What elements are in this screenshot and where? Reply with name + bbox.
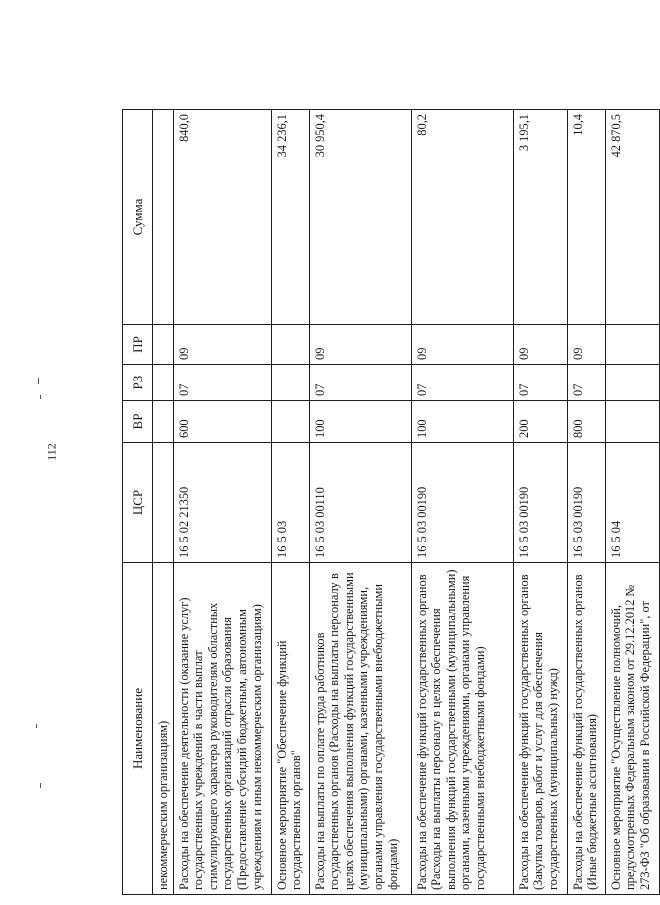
cell-pr: 09 xyxy=(567,325,605,365)
cell-sum: 840,0 xyxy=(173,110,271,325)
cell-rz xyxy=(153,365,174,401)
cell-rz: 07 xyxy=(411,365,513,401)
cell-name: Расходы на обеспечение функций государственных органов (Иные бюджетные ассигнования) xyxy=(567,563,605,895)
cell-vr: 800 xyxy=(567,401,605,443)
cell-pr xyxy=(605,325,659,365)
scan-speck xyxy=(36,724,37,728)
cell-csr: 16 5 03 00190 xyxy=(411,443,513,563)
table-row xyxy=(513,110,567,895)
cell-csr: 16 5 04 xyxy=(605,443,659,563)
cell-pr: 09 xyxy=(411,325,513,365)
cell-name: Расходы на обеспечение деятельности (оказание услуг) государственных учреждений в части выплат стимулирующего характера руководителям областных государственных организаций отрасли образования (Предоставление субсидий бюджетным, автономным учреждениям и иным некоммерческим организациям) xyxy=(173,563,271,895)
cell-sum: 30 950,4 xyxy=(309,110,411,325)
cell-name: Расходы на обеспечение функций государственных органов (Расходы на выплаты персоналу в целях обеспечения выполнения функций государственными (муниципальными) органами, казенными учреждениями, органами управления государственными внебюджетными фондами) xyxy=(411,563,513,895)
cell-name: Основное мероприятие "Осуществление полномочий, предусмотренных Федеральным законом от 29.12.2012 № 273-ФЗ "Об образовании в Российской Федерации", от xyxy=(605,563,659,895)
cell-pr: 09 xyxy=(173,325,271,365)
cell-sum: 80,2 xyxy=(411,110,513,325)
page-number: 112 xyxy=(44,443,59,461)
cell-rz xyxy=(605,365,659,401)
header-csr: ЦСР xyxy=(123,443,153,563)
cell-name: Расходы на обеспечение функций государственных органов (Закупка товаров, работ и услуг для обеспечения государственных (муниципальных) нужд) xyxy=(513,563,567,895)
cell-csr xyxy=(153,443,174,563)
cell-name: Основное мероприятие "Обеспечение функций государственных органов" xyxy=(271,563,309,895)
cell-rz xyxy=(271,365,309,401)
cell-vr: 600 xyxy=(173,401,271,443)
cell-pr: 09 xyxy=(309,325,411,365)
cell-sum: 3 195,1 xyxy=(513,110,567,325)
cell-vr: 100 xyxy=(411,401,513,443)
scan-speck xyxy=(40,395,41,399)
table-row xyxy=(605,110,659,895)
cell-csr: 16 5 03 00110 xyxy=(309,443,411,563)
header-name: Наименование xyxy=(123,563,153,895)
cell-csr: 16 5 02 21350 xyxy=(173,443,271,563)
cell-pr xyxy=(271,325,309,365)
cell-csr: 16 5 03 xyxy=(271,443,309,563)
cell-rz: 07 xyxy=(513,365,567,401)
cell-sum: 42 870,5 xyxy=(605,110,659,325)
header-vr: ВР xyxy=(123,401,153,443)
scan-speck xyxy=(38,378,39,384)
table-row xyxy=(153,110,174,895)
cell-vr: 100 xyxy=(309,401,411,443)
cell-sum xyxy=(153,110,174,325)
cell-sum: 10,4 xyxy=(567,110,605,325)
table-row xyxy=(309,110,411,895)
rotated-page-content xyxy=(122,110,652,895)
cell-csr: 16 5 03 00190 xyxy=(567,443,605,563)
cell-vr: 200 xyxy=(513,401,567,443)
header-sum: Сумма xyxy=(123,110,153,325)
cell-sum: 34 236,1 xyxy=(271,110,309,325)
cell-vr xyxy=(605,401,659,443)
header-pr: ПР xyxy=(123,325,153,365)
cell-rz: 07 xyxy=(309,365,411,401)
budget-allocation-table xyxy=(122,109,660,895)
cell-pr xyxy=(153,325,174,365)
table-row xyxy=(173,110,271,895)
header-rz: РЗ xyxy=(123,365,153,401)
cell-pr: 09 xyxy=(513,325,567,365)
cell-name: Расходы на выплаты по оплате труда работников государственных органов (Расходы на выплаты персоналу в целях обеспечения выполнения функций государственными (муниципальными) органами, казенными учреждениями, органами управления государственными внебюджетными фондами) xyxy=(309,563,411,895)
table-row xyxy=(271,110,309,895)
cell-vr xyxy=(271,401,309,443)
scan-speck xyxy=(40,783,41,788)
cell-rz: 07 xyxy=(567,365,605,401)
cell-name: некоммерческим организациям) xyxy=(153,563,174,895)
cell-vr xyxy=(153,401,174,443)
cell-rz: 07 xyxy=(173,365,271,401)
cell-csr: 16 5 03 00190 xyxy=(513,443,567,563)
table-header-row xyxy=(123,110,153,895)
table-row xyxy=(411,110,513,895)
table-row xyxy=(567,110,605,895)
